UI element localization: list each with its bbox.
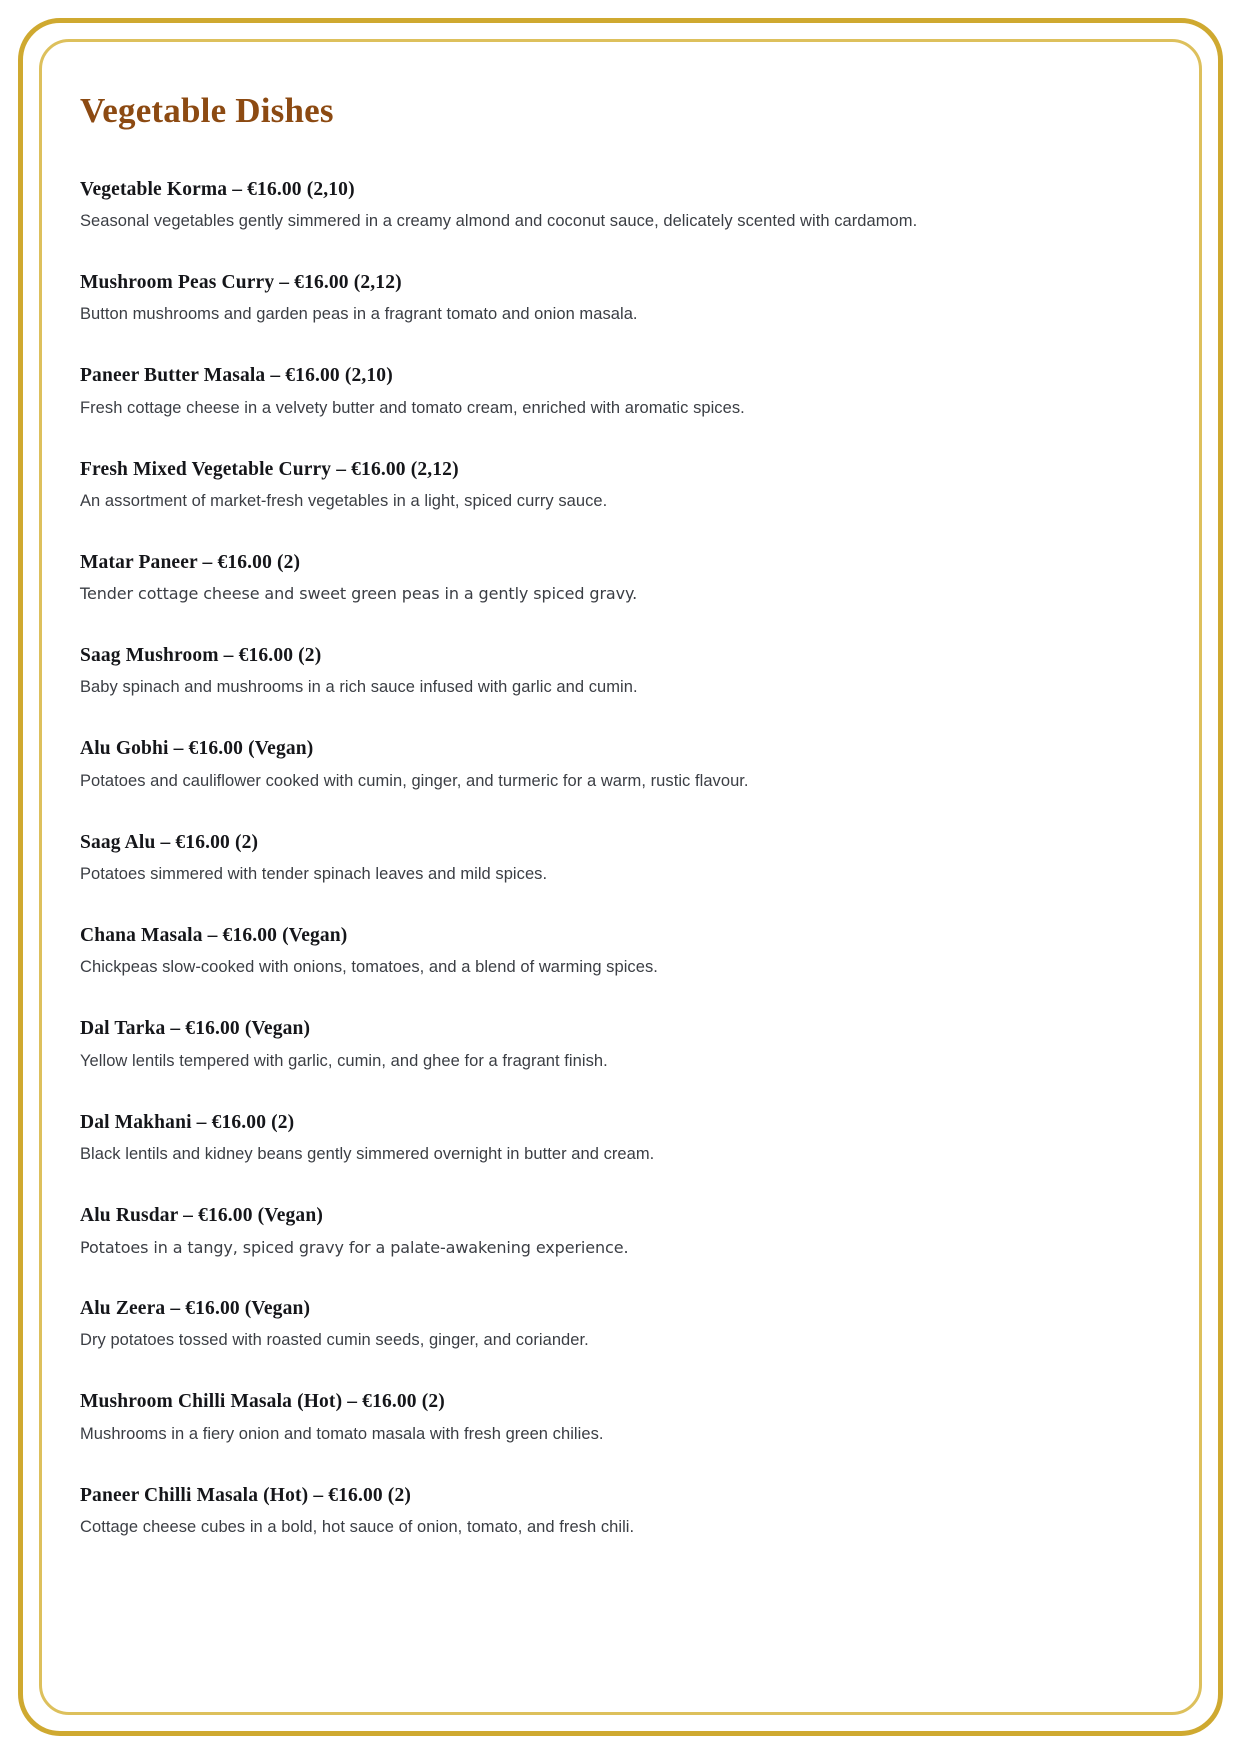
dish-item-mushroom-chilli-masala <box>80 1389 1161 1445</box>
dish-description: Black lentils and kidney beans gently simmered overnight in butter and cream. <box>80 1145 655 1164</box>
dish-description: Potatoes and cauliflower cooked with cumin, ginger, and turmeric for a warm, rustic flavour. <box>80 771 749 790</box>
menu-content <box>80 92 1161 1694</box>
dish-item-matar-paneer <box>80 550 1161 606</box>
dish-name: Dal Makhani – €16.00 (2) <box>80 1111 295 1133</box>
dish-name: Alu Zeera – €16.00 (Vegan) <box>80 1297 311 1319</box>
dish-item-alu-rusdar <box>80 1203 1161 1259</box>
dish-item-paneer-chilli-masala <box>80 1483 1161 1539</box>
dish-name: Alu Rusdar – €16.00 (Vegan) <box>80 1205 323 1227</box>
dish-item-alu-gobhi <box>80 736 1161 792</box>
page-title: Vegetable Dishes <box>80 91 334 130</box>
dish-name: Alu Gobhi – €16.00 (Vegan) <box>80 738 314 760</box>
dish-list <box>80 177 1161 1540</box>
dish-description: Mushrooms in a fiery onion and tomato masala with fresh green chilies. <box>80 1424 604 1443</box>
dish-item-alu-zeera <box>80 1296 1161 1352</box>
dish-description: Chickpeas slow-cooked with onions, tomatoes, and a blend of warming spices. <box>80 958 658 977</box>
dish-name: Dal Tarka – €16.00 (Vegan) <box>80 1018 311 1040</box>
dish-item-fresh-mixed-vegetable-curry <box>80 457 1161 513</box>
dish-item-dal-tarka <box>80 1016 1161 1072</box>
dish-description: Seasonal vegetables gently simmered in a creamy almond and coconut sauce, delicately scented with cardamom. <box>80 211 918 230</box>
dish-item-dal-makhani <box>80 1110 1161 1166</box>
dish-name: Vegetable Korma – €16.00 (2,10) <box>80 178 355 200</box>
dish-name: Fresh Mixed Vegetable Curry – €16.00 (2,12) <box>80 458 459 480</box>
dish-item-mushroom-peas-curry <box>80 270 1161 326</box>
dish-item-vegetable-korma <box>80 177 1161 233</box>
dish-description: Cottage cheese cubes in a bold, hot sauce of onion, tomato, and fresh chili. <box>80 1518 635 1537</box>
dish-name: Paneer Butter Masala – €16.00 (2,10) <box>80 365 393 387</box>
dish-name: Chana Masala – €16.00 (Vegan) <box>80 925 348 947</box>
dish-name: Matar Paneer – €16.00 (2) <box>80 552 301 574</box>
dish-name: Paneer Chilli Masala (Hot) – €16.00 (2) <box>80 1484 411 1506</box>
dish-item-chana-masala <box>80 923 1161 979</box>
dish-description: Yellow lentils tempered with garlic, cumin, and ghee for a fragrant finish. <box>80 1051 608 1070</box>
dish-description: Tender cottage cheese and sweet green peas in a gently spiced gravy. <box>80 584 638 604</box>
dish-description: An assortment of market-fresh vegetables in a light, spiced curry sauce. <box>80 492 608 511</box>
dish-item-saag-alu <box>80 830 1161 886</box>
dish-description: Baby spinach and mushrooms in a rich sauce infused with garlic and cumin. <box>80 678 638 697</box>
dish-description: Button mushrooms and garden peas in a fragrant tomato and onion masala. <box>80 305 638 324</box>
dish-name: Saag Mushroom – €16.00 (2) <box>80 644 322 666</box>
dish-item-paneer-butter-masala <box>80 363 1161 419</box>
dish-description: Fresh cottage cheese in a velvety butter and tomato cream, enriched with aromatic spices. <box>80 398 745 417</box>
dish-description: Potatoes in a tangy, spiced gravy for a palate-awakening experience. <box>80 1237 629 1257</box>
dish-item-saag-mushroom <box>80 643 1161 699</box>
dish-description: Potatoes simmered with tender spinach leaves and mild spices. <box>80 864 548 883</box>
dish-name: Saag Alu – €16.00 (2) <box>80 831 259 853</box>
dish-name: Mushroom Chilli Masala (Hot) – €16.00 (2) <box>80 1391 445 1413</box>
dish-name: Mushroom Peas Curry – €16.00 (2,12) <box>80 271 402 293</box>
dish-description: Dry potatoes tossed with roasted cumin seeds, ginger, and coriander. <box>80 1331 589 1350</box>
